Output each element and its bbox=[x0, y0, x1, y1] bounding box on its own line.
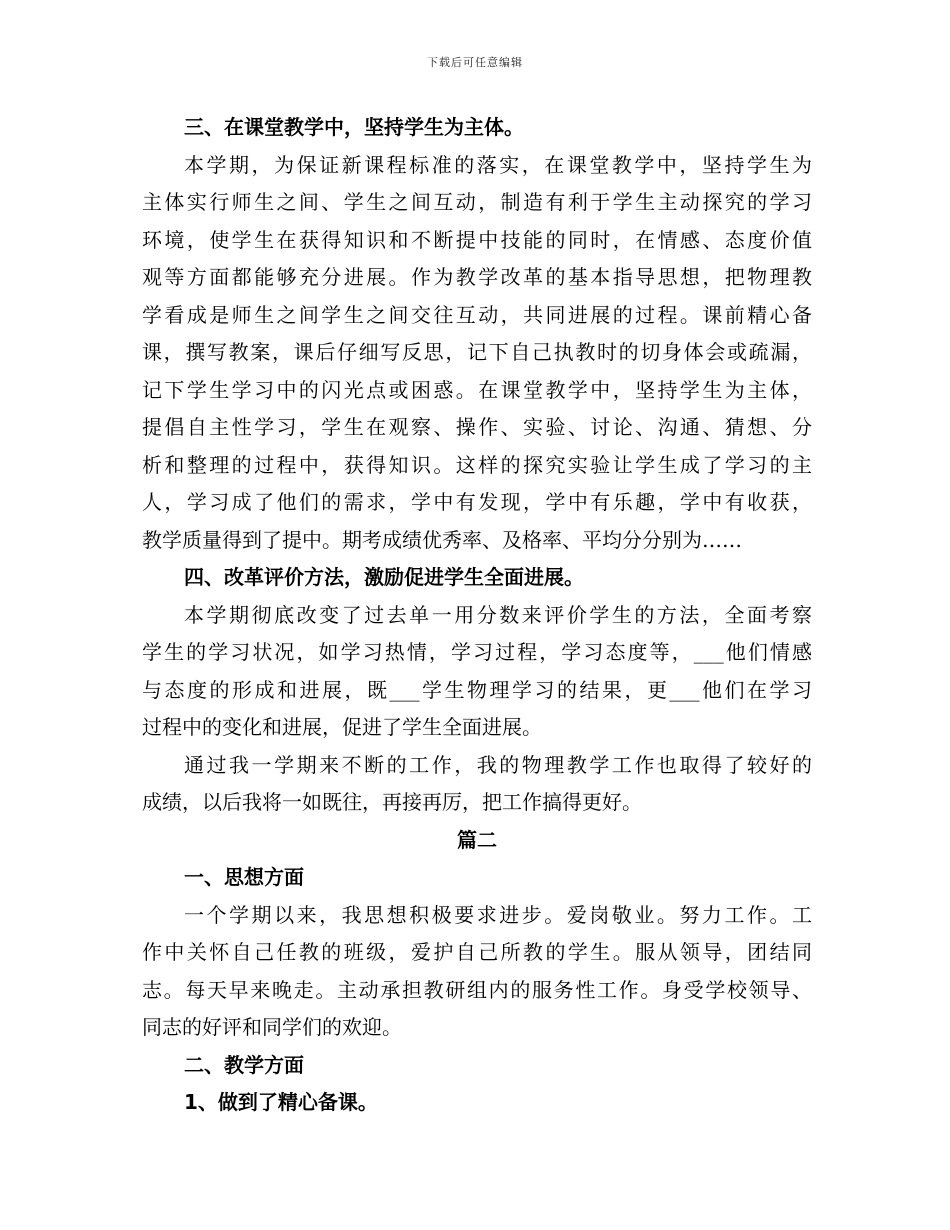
body-line: 与态度的形成和进展，既___学生物理学习的结果，更___他们在学习 bbox=[142, 677, 812, 702]
section-heading: 二、教学方面 bbox=[184, 1052, 304, 1077]
page-header: 下载后可任意编辑 bbox=[427, 56, 523, 69]
body-line: 析和整理的过程中，获得知识。这样的探究实验让学生成了学习的主 bbox=[142, 452, 812, 477]
body-line: 学生的学习状况，如学习热情，学习过程，学习态度等，___他们情感 bbox=[142, 640, 812, 664]
body-line: 观等方面都能够充分进展。作为教学改革的基本指导思想，把物理教 bbox=[142, 265, 812, 289]
body-line: 作中关怀自己任教的班级，爱护自己所教的学生。服从领导，团结同 bbox=[142, 940, 812, 964]
section-heading: 四、改革评价方法，激励促进学生全面进展。 bbox=[184, 565, 584, 589]
section-heading: 一、思想方面 bbox=[184, 865, 304, 889]
part-title: 篇二 bbox=[457, 827, 497, 852]
body-line: 通过我一学期来不断的工作，我的物理教学工作也取得了较好的 bbox=[184, 752, 812, 777]
body-line: 记下学生学习中的闪光点或困惑。在课堂教学中，坚持学生为主体， bbox=[142, 377, 812, 402]
body-line: 人，学习成了他们的需求，学中有发现，学中有乐趣，学中有收获， bbox=[142, 490, 812, 514]
body-line: 同志的好评和同学们的欢迎。 bbox=[142, 1015, 402, 1039]
body-line: 志。每天早来晚走。主动承担教研组内的服务性工作。身受学校领导、 bbox=[142, 977, 812, 1002]
body-line: 成绩，以后我将一如既往，再接再厉，把工作搞得更好。 bbox=[142, 790, 642, 814]
body-line: 过程中的变化和进展，促进了学生全面进展。 bbox=[142, 715, 542, 739]
section-heading: 三、在课堂教学中，坚持学生为主体。 bbox=[184, 115, 524, 139]
body-line: 提倡自主性学习，学生在观察、操作、实验、讨论、沟通、猜想、分 bbox=[142, 415, 812, 439]
body-line: 一个学期以来，我思想积极要求进步。爱岗敬业。努力工作。工 bbox=[184, 902, 812, 927]
body-line: 教学质量得到了提中。期考成绩优秀率、及格率、平均分分别为…… bbox=[142, 527, 742, 552]
body-line: 本学期，为保证新课程标准的落实，在课堂教学中，坚持学生为 bbox=[184, 152, 812, 177]
body-line: 本学期彻底改变了过去单一用分数来评价学生的方法，全面考察 bbox=[184, 602, 812, 627]
document-body bbox=[142, 109, 812, 1122]
body-line: 主体实行师生之间、学生之间互动，制造有利于学生主动探究的学习 bbox=[142, 190, 812, 214]
body-line: 课，撰写教案，课后仔细写反思，记下自己执教时的切身体会或疏漏， bbox=[142, 340, 812, 364]
body-line: 环境，使学生在获得知识和不断提中技能的同时，在情感、态度价值 bbox=[142, 227, 812, 252]
body-line: 学看成是师生之间学生之间交往互动，共同进展的过程。课前精心备 bbox=[142, 302, 812, 327]
section-heading: 1、做到了精心备课。 bbox=[184, 1090, 378, 1114]
